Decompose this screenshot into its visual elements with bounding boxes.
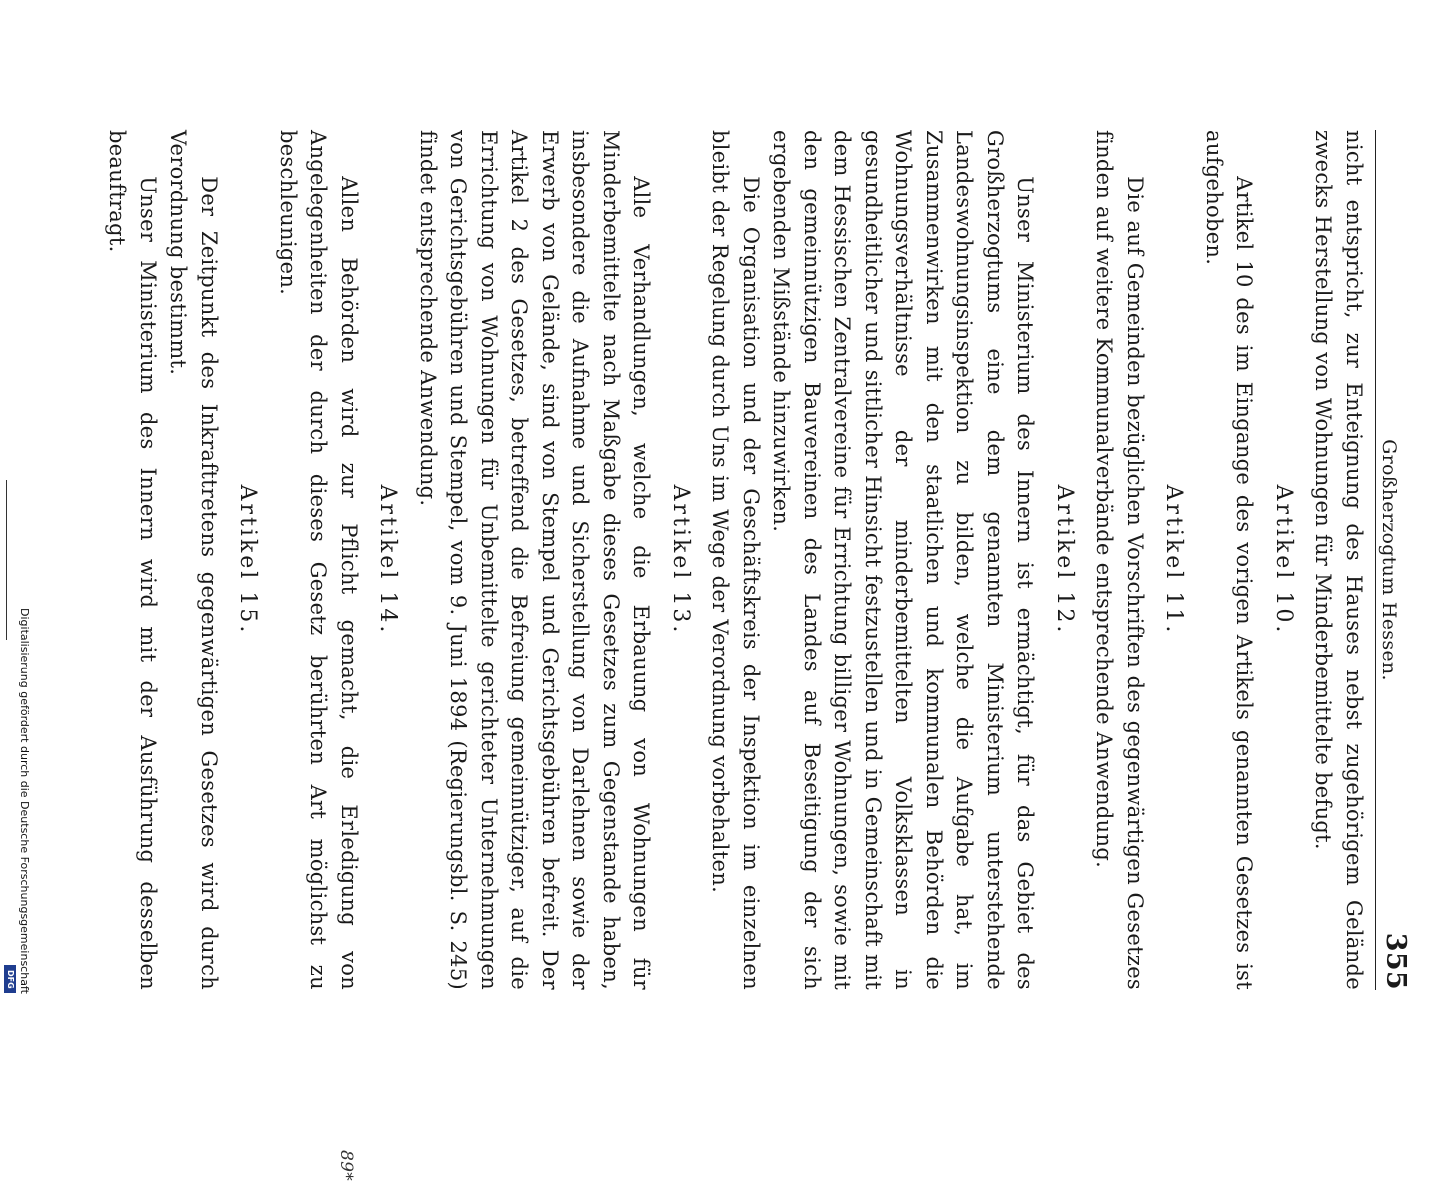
document-page (105, 130, 1411, 1181)
closing-rule (6, 480, 7, 640)
paragraph: nicht entspricht, zur Enteignung des Hauses nebst zugehörigem Gelände zwecks Herstellung von Wohnungen für Minderbemittelte befugt. (1311, 130, 1366, 990)
sheet-signature: 89* (336, 1150, 356, 1181)
paragraph: Die Organisation und der Geschäftskreis der Inspektion im einzelnen bleibt der Regelung durch Uns im Wege der Verordnung vorbehalten. (708, 130, 763, 990)
article-heading: Artikel 13. (668, 484, 693, 636)
article-heading: Artikel 10. (1271, 484, 1296, 636)
article-heading: Artikel 15. (235, 484, 261, 636)
document-body (102, 130, 1369, 990)
paragraph: Artikel 10 des im Eingange des vorigen Artikels genannten Gesetzes ist aufgehoben. (1202, 130, 1257, 990)
paragraph: Der Zeitpunkt des Inkrafttretens gegenwärtigen Gesetzes wird durch Verordnung bestimmt. (166, 130, 221, 990)
paragraph: Unser Ministerium des Innern ist ermächtigt, für das Gebiet des Großherzogtums eine dem genannten Ministerium unterstehende Landeswohnungsinspektion zu bilden, welche die Aufgabe hat, im Zusammenwirken mit den staatlichen und kommunalen Behörden die Wohnungsverhältnisse der minderbemittelten Volksklassen in gesundheitlicher und sittlicher Hinsicht festzustellen und in Gemeinschaft mit dem Hessischen Zentralvereine für Errichtung billiger Wohnungen, sowie mit den gemeinnützigen Bauvereinen des Landes auf Beseitigung der sich ergebenden Mißstände hinzuwirken. (769, 130, 1038, 990)
paragraph: Die auf Gemeinden bezüglichen Vorschriften des gegenwärtigen Gesetzes finden auf weitere Kommunalverbände entsprechende Anwendung. (1092, 130, 1147, 990)
paragraph: Unser Ministerium des Innern wird mit der Ausführung desselben beauftragt. (105, 130, 160, 990)
article-heading: Artikel 12. (1052, 484, 1077, 636)
page-header (1375, 130, 1411, 990)
dfg-logo: DFG (4, 965, 16, 993)
paragraph: Allen Behörden wird zur Pflicht gemacht, die Erledigung von Angelegenheiten der durch dieses Gesetz berührten Art möglichst zu beschleunigen. (276, 130, 361, 990)
article-heading: Artikel 14. (375, 484, 401, 636)
article-heading: Artikel 11. (1161, 484, 1187, 636)
page-number: 355 (1380, 932, 1411, 990)
paragraph: Alle Verhandlungen, welche die Erbauung von Wohnungen für Minderbemittelte nach Maßgabe dieses Gesetzes zum Gegenstande haben, insbesondere die Aufnahme und Sicherstellung von Darlehnen sowie der Erwerb von Gelände, sind von Stempel und Gerichtsgebühren befreit. Der Artikel 2 des Gesetzes, betreffend die Befreiung gemeinnütziger, auf die Errichtung von Wohnungen für Unbemittelte gerichteter Unternehmungen von Gerichtsgebühren und Stempel, vom 9. Juni 1894 (Regierungsbl. S. 245) findet entsprechende Anwendung. (416, 130, 654, 990)
running-title: Großherzogtum Hessen. (1378, 439, 1400, 681)
funding-note: Digitalisierung gefördert durch die Deutsche Forschungsgemeinschaft (18, 608, 31, 994)
